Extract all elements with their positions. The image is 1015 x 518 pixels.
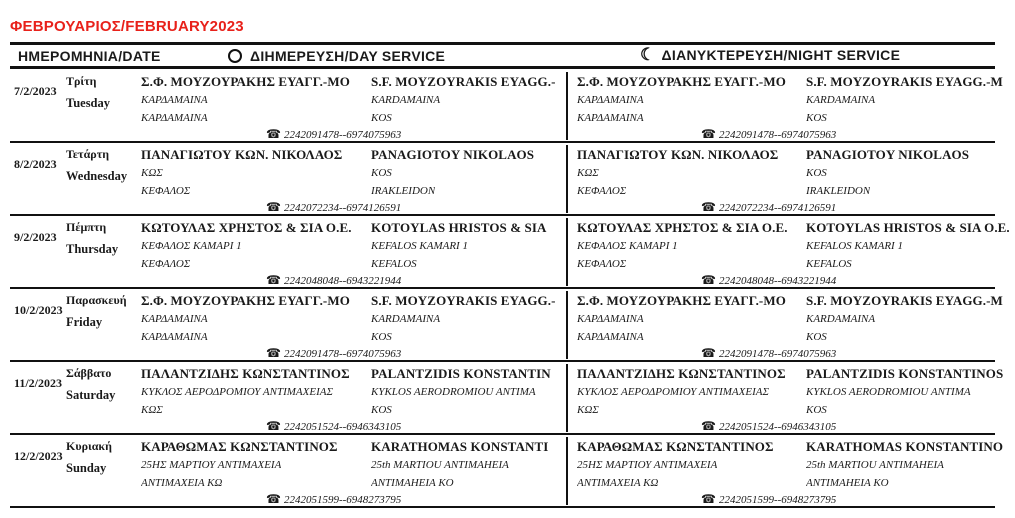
row-day-greek: Σάββατο	[66, 366, 112, 380]
day-address-en-2: KEFALOS	[371, 258, 417, 270]
day-phone-number: 2242091478--6974075963	[283, 128, 402, 141]
night-address-gr-2: ΚΑΡΔΑΜΑΙΝΑ	[577, 331, 644, 343]
day-phone	[266, 273, 401, 288]
day-phone-number: 2242048048--6943221944	[283, 274, 402, 287]
night-address-gr-1: 25ΗΣ ΜΑΡΤΙΟΥ ΑΝΤΙΜΑΧΕΙΑ	[577, 459, 718, 471]
night-address-gr-2: ΚΕΦΑΛΟΣ	[577, 185, 627, 197]
day-phone-number: 2242051524--6946343105	[283, 420, 402, 433]
schedule-row	[0, 143, 1015, 215]
night-pharmacy-name-gr: ΚΑΡΑΘΩΜΑΣ ΚΩΝΣΤΑΝΤΙΝΟΣ	[577, 439, 774, 454]
day-address-gr-1: ΚΥΚΛΟΣ ΑΕΡΟΔΡΟΜΙΟΥ ΑΝΤΙΜΑΧΕΙΑΣ	[141, 386, 333, 398]
row-date: 7/2/2023	[14, 84, 57, 98]
phone-icon: ☎	[266, 273, 281, 287]
phone-icon: ☎	[701, 419, 716, 433]
phone-icon: ☎	[266, 492, 281, 506]
day-phone-number: 2242091478--6974075963	[283, 347, 402, 360]
day-pharmacy-name-en: PALANTZIDIS KONSTANTIN	[371, 366, 551, 381]
day-phone	[266, 127, 401, 142]
day-address-en-1: KOS	[371, 167, 392, 179]
phone-icon: ☎	[266, 127, 281, 141]
row-day-greek: Κυριακή	[66, 439, 112, 453]
column-divider	[566, 145, 568, 213]
night-phone-number: 2242072234--6974126591	[718, 201, 837, 214]
column-divider	[566, 72, 568, 140]
day-address-en-1: KARDAMAINA	[371, 313, 441, 325]
night-address-en-2: KEFALOS	[806, 258, 852, 270]
header-top-rule	[10, 42, 995, 45]
day-address-en-2: IRAKLEIDON	[371, 185, 436, 197]
day-address-gr-1: ΚΩΣ	[141, 167, 163, 179]
row-day-greek: Τετάρτη	[66, 147, 110, 161]
header-day-service	[228, 48, 445, 64]
header-bottom-rule	[10, 66, 995, 69]
night-pharmacy-name-en: KARATHOMAS KONSTANTINO	[806, 439, 1004, 454]
schedule-row	[0, 435, 1015, 507]
column-divider	[566, 291, 568, 359]
moon-icon: ☾	[640, 45, 656, 64]
day-address-gr-1: ΚΕΦΑΛΟΣ ΚΑΜΑΡΙ 1	[141, 240, 242, 252]
night-pharmacy-name-gr: ΠΑΝΑΓΙΩΤΟΥ ΚΩΝ. ΝΙΚΟΛΑΟΣ	[577, 147, 779, 162]
night-address-en-1: 25th MARTIOU ANTIMAHEIA	[806, 459, 944, 471]
day-phone	[266, 346, 401, 361]
day-phone-number: 2242051599--6948273795	[283, 493, 402, 506]
night-phone	[701, 200, 836, 215]
day-phone	[266, 200, 401, 215]
day-address-en-1: KARDAMAINA	[371, 94, 441, 106]
night-address-en-2: ANTIMAHEIA KO	[806, 477, 889, 489]
night-address-en-1: KOS	[806, 167, 827, 179]
row-day-greek: Πέμπτη	[66, 220, 107, 234]
night-phone-number: 2242091478--6974075963	[718, 347, 837, 360]
phone-icon: ☎	[701, 273, 716, 287]
day-pharmacy-name-gr: ΠΑΛΑΝΤΖΙΔΗΣ ΚΩΝΣΤΑΝΤΙΝΟΣ	[141, 366, 350, 381]
night-address-en-2: KOS	[806, 112, 827, 124]
schedule-row	[0, 216, 1015, 288]
night-phone-number: 2242051599--6948273795	[718, 493, 837, 506]
day-address-gr-2: ΚΕΦΑΛΟΣ	[141, 185, 191, 197]
row-day-greek: Παρασκευή	[66, 293, 127, 307]
day-pharmacy-name-en: S.F. MOYZOYRAKIS EYAGG.-	[371, 293, 556, 308]
row-day-english: Wednesday	[66, 169, 128, 183]
phone-icon: ☎	[266, 419, 281, 433]
night-phone	[701, 492, 836, 507]
night-phone	[701, 346, 836, 361]
night-address-en-2: KOS	[806, 331, 827, 343]
day-address-en-2: KOS	[371, 112, 392, 124]
night-pharmacy-name-en: S.F. MOYZOYRAKIS EYAGG.-M	[806, 74, 1003, 89]
day-address-gr-1: 25ΗΣ ΜΑΡΤΙΟΥ ΑΝΤΙΜΑΧΕΙΑ	[141, 459, 282, 471]
night-pharmacy-name-gr: Σ.Φ. ΜΟΥΖΟΥΡΑΚΗΣ ΕΥΑΓΓ.-ΜΟ	[577, 74, 786, 89]
row-day-english: Thursday	[66, 242, 119, 256]
header-night-label: ΔΙΑΝΥΚΤΕΡΕΥΣΗ/NIGHT SERVICE	[661, 46, 901, 63]
night-phone-number: 2242091478--6974075963	[718, 128, 837, 141]
night-address-en-1: KARDAMAINA	[806, 313, 876, 325]
night-address-gr-1: ΚΑΡΔΑΜΑΙΝΑ	[577, 94, 644, 106]
night-pharmacy-name-gr: ΚΩΤΟΥΛΑΣ ΧΡΗΣΤΟΣ & ΣΙΑ Ο.Ε.	[577, 220, 788, 235]
day-address-gr-2: ΚΑΡΔΑΜΑΙΝΑ	[141, 112, 208, 124]
header-date-label: ΗΜΕΡΟΜΗΝΙΑ/DATE	[18, 48, 161, 64]
row-date: 12/2/2023	[14, 449, 63, 463]
night-address-gr-1: ΚΕΦΑΛΟΣ ΚΑΜΑΡΙ 1	[577, 240, 678, 252]
row-day-english: Saturday	[66, 388, 116, 402]
row-date: 10/2/2023	[14, 303, 63, 317]
day-pharmacy-name-en: PANAGIOTOY NIKOLAOS	[371, 147, 535, 162]
schedule-row	[0, 70, 1015, 142]
night-address-en-1: KARDAMAINA	[806, 94, 876, 106]
day-address-gr-2: ΚΑΡΔΑΜΑΙΝΑ	[141, 331, 208, 343]
night-pharmacy-name-gr: ΠΑΛΑΝΤΖΙΔΗΣ ΚΩΝΣΤΑΝΤΙΝΟΣ	[577, 366, 786, 381]
day-pharmacy-name-en: KOTOYLAS HRISTOS & SIA	[371, 220, 547, 235]
header-night-service	[640, 46, 900, 63]
night-address-gr-2: ΑΝΤΙΜΑΧΕΙΑ ΚΩ	[577, 477, 659, 489]
night-address-en-2: IRAKLEIDON	[806, 185, 871, 197]
day-address-en-2: KOS	[371, 404, 392, 416]
night-address-en-1: KEFALOS KAMARI 1	[806, 240, 903, 252]
column-divider	[566, 364, 568, 432]
column-divider	[566, 218, 568, 286]
row-bottom-rule	[10, 506, 995, 508]
header-day-label: ΔΙΗΜΕΡΕΥΣΗ/DAY SERVICE	[250, 48, 446, 64]
phone-icon: ☎	[266, 200, 281, 214]
night-address-en-2: KOS	[806, 404, 827, 416]
day-address-en-2: ANTIMAHEIA KO	[371, 477, 454, 489]
phone-icon: ☎	[701, 127, 716, 141]
day-address-en-2: KOS	[371, 331, 392, 343]
day-phone-number: 2242072234--6974126591	[283, 201, 402, 214]
day-phone	[266, 492, 401, 507]
night-phone	[701, 273, 836, 288]
night-pharmacy-name-gr: Σ.Φ. ΜΟΥΖΟΥΡΑΚΗΣ ΕΥΑΓΓ.-ΜΟ	[577, 293, 786, 308]
day-pharmacy-name-gr: ΠΑΝΑΓΙΩΤΟΥ ΚΩΝ. ΝΙΚΟΛΑΟΣ	[141, 147, 343, 162]
night-phone-number: 2242051524--6946343105	[718, 420, 837, 433]
row-day-english: Sunday	[66, 461, 107, 475]
night-address-en-1: KYKLOS AERODROMIOU ANTIMA	[806, 386, 971, 398]
sun-icon	[228, 49, 242, 63]
night-phone	[701, 127, 836, 142]
phone-icon: ☎	[701, 346, 716, 360]
night-pharmacy-name-en: S.F. MOYZOYRAKIS EYAGG.-M	[806, 293, 1003, 308]
day-pharmacy-name-gr: ΚΩΤΟΥΛΑΣ ΧΡΗΣΤΟΣ & ΣΙΑ Ο.Ε.	[141, 220, 352, 235]
night-phone	[701, 419, 836, 434]
schedule-row	[0, 362, 1015, 434]
day-address-en-1: KEFALOS KAMARI 1	[371, 240, 468, 252]
night-address-gr-2: ΚΕΦΑΛΟΣ	[577, 258, 627, 270]
page-title: ΦΕΒΡΟΥΑΡΙΟΣ/FEBRUARY2023	[10, 18, 244, 35]
row-date: 11/2/2023	[14, 376, 63, 390]
schedule-row	[0, 289, 1015, 361]
day-pharmacy-name-en: KARATHOMAS KONSTANTI	[371, 439, 549, 454]
phone-icon: ☎	[266, 346, 281, 360]
night-pharmacy-name-en: KOTOYLAS HRISTOS & SIA O.E.	[806, 220, 1010, 235]
night-address-gr-2: ΚΩΣ	[577, 404, 599, 416]
day-pharmacy-name-gr: ΚΑΡΑΘΩΜΑΣ ΚΩΝΣΤΑΝΤΙΝΟΣ	[141, 439, 338, 454]
day-phone	[266, 419, 401, 434]
night-address-gr-1: ΚΑΡΔΑΜΑΙΝΑ	[577, 313, 644, 325]
night-address-gr-1: ΚΥΚΛΟΣ ΑΕΡΟΔΡΟΜΙΟΥ ΑΝΤΙΜΑΧΕΙΑΣ	[577, 386, 769, 398]
day-address-gr-2: ΑΝΤΙΜΑΧΕΙΑ ΚΩ	[141, 477, 223, 489]
row-day-english: Friday	[66, 315, 103, 329]
day-address-gr-1: ΚΑΡΔΑΜΑΙΝΑ	[141, 94, 208, 106]
day-address-gr-1: ΚΑΡΔΑΜΑΙΝΑ	[141, 313, 208, 325]
day-address-gr-2: ΚΩΣ	[141, 404, 163, 416]
day-address-en-1: 25th MARTIOU ANTIMAHEIA	[371, 459, 509, 471]
day-address-gr-2: ΚΕΦΑΛΟΣ	[141, 258, 191, 270]
night-phone-number: 2242048048--6943221944	[718, 274, 837, 287]
night-address-gr-1: ΚΩΣ	[577, 167, 599, 179]
row-date: 8/2/2023	[14, 157, 57, 171]
row-date: 9/2/2023	[14, 230, 57, 244]
phone-icon: ☎	[701, 492, 716, 506]
day-address-en-1: KYKLOS AERODROMIOU ANTIMA	[371, 386, 536, 398]
day-pharmacy-name-gr: Σ.Φ. ΜΟΥΖΟΥΡΑΚΗΣ ΕΥΑΓΓ.-ΜΟ	[141, 293, 350, 308]
night-address-gr-2: ΚΑΡΔΑΜΑΙΝΑ	[577, 112, 644, 124]
row-day-english: Tuesday	[66, 96, 111, 110]
row-day-greek: Τρίτη	[66, 74, 97, 88]
phone-icon: ☎	[701, 200, 716, 214]
night-pharmacy-name-en: PANAGIOTOY NIKOLAOS	[806, 147, 970, 162]
day-pharmacy-name-en: S.F. MOYZOYRAKIS EYAGG.-	[371, 74, 556, 89]
column-divider	[566, 437, 568, 505]
night-pharmacy-name-en: PALANTZIDIS KONSTANTINOS	[806, 366, 1004, 381]
day-pharmacy-name-gr: Σ.Φ. ΜΟΥΖΟΥΡΑΚΗΣ ΕΥΑΓΓ.-ΜΟ	[141, 74, 350, 89]
